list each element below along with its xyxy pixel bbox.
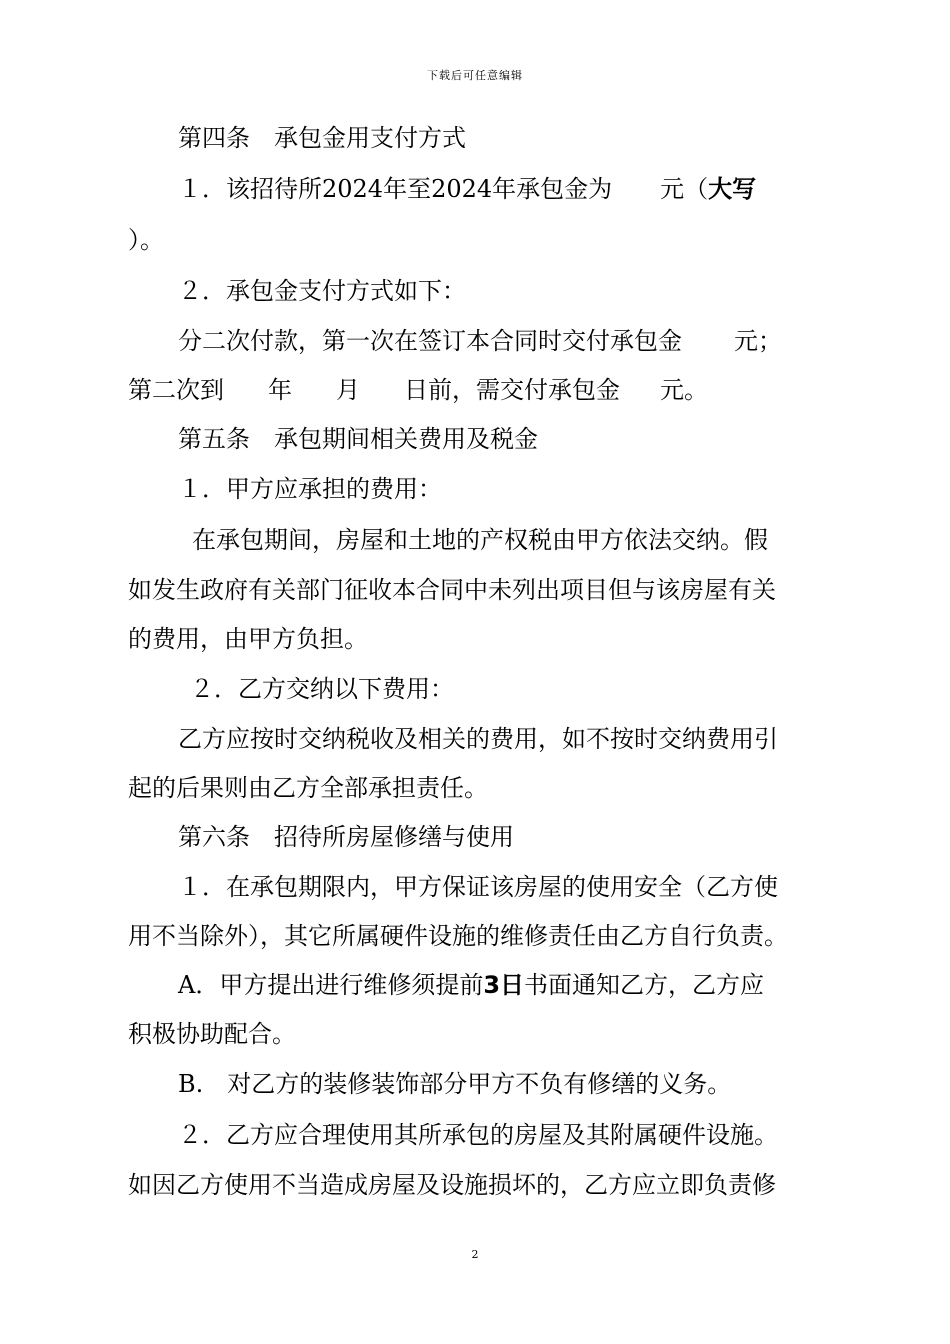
header-note: 下载后可任意编辑	[427, 69, 523, 82]
clause-text: 元（	[660, 175, 709, 203]
article-4-title: 第四条 承包金用支付方式	[178, 124, 466, 152]
article-6-clause-2-line-1: ２．乙方应合理使用其所承包的房屋及其附属硬件设施。	[178, 1121, 778, 1149]
article-6-item-b: B. 对乙方的装修装饰部分甲方不负有修缮的义务。	[178, 1070, 732, 1098]
article-4-clause-2-line-2	[128, 375, 828, 405]
page-number: 2	[471, 1248, 479, 1261]
clause-text: 年	[268, 376, 292, 404]
article-5-clause-2-line-1: 乙方应按时交纳税收及相关的费用，如不按时交纳费用引	[178, 725, 778, 753]
clause-text: 元；	[734, 327, 782, 355]
article-5-clause-1-line-3: 的费用，由甲方负担。	[128, 625, 368, 653]
article-4-clause-2: ２．承包金支付方式如下：	[178, 277, 466, 305]
clause-emphasis: 大写	[708, 175, 757, 203]
article-5-clause-1-line-1: 在承包期间，房屋和土地的产权税由甲方依法交纳。假	[192, 526, 768, 554]
article-4-clause-2-line-1	[178, 326, 878, 356]
clause-text: １．该招待所2024年至2024年承包金为	[178, 175, 613, 203]
article-5-title: 第五条 承包期间相关费用及税金	[178, 425, 538, 453]
article-4-clause-1-line-2: ）。	[128, 226, 164, 254]
clause-text: 元。	[660, 376, 708, 404]
clause-text: 第二次到	[128, 376, 224, 404]
article-4-clause-1-line-1	[178, 174, 878, 204]
article-6-title: 第六条 招待所房屋修缮与使用	[178, 823, 514, 851]
article-6-clause-1-line-2: 用不当除外），其它所属硬件设施的维修责任由乙方自行负责。	[128, 922, 788, 950]
clause-text: A．甲方提出进行维修须提前	[178, 971, 484, 999]
clause-text: 书面通知乙方，乙方应	[524, 971, 765, 999]
article-5-clause-1: １．甲方应承担的费用：	[178, 475, 442, 503]
article-6-clause-2-line-2: 如因乙方使用不当造成房屋及设施损坏的，乙方应立即负责修	[128, 1171, 776, 1199]
clause-text: 分二次付款，第一次在签订本合同时交付承包金	[178, 327, 682, 355]
clause-text: 日前，需交付承包金	[404, 376, 620, 404]
article-5-clause-1-line-2: 如发生政府有关部门征收本合同中未列出项目但与该房屋有关	[128, 576, 776, 604]
clause-emphasis: 3日	[483, 971, 525, 999]
article-6-item-a-line-2: 积极协助配合。	[128, 1020, 296, 1048]
article-6-item-a-line-1	[178, 970, 878, 1000]
article-5-clause-2: ２．乙方交纳以下费用：	[190, 675, 454, 703]
article-5-clause-2-line-2: 起的后果则由乙方全部承担责任。	[128, 774, 488, 802]
clause-text: 月	[336, 376, 360, 404]
article-6-clause-1-line-1: １．在承包期限内，甲方保证该房屋的使用安全（乙方使	[178, 873, 778, 901]
